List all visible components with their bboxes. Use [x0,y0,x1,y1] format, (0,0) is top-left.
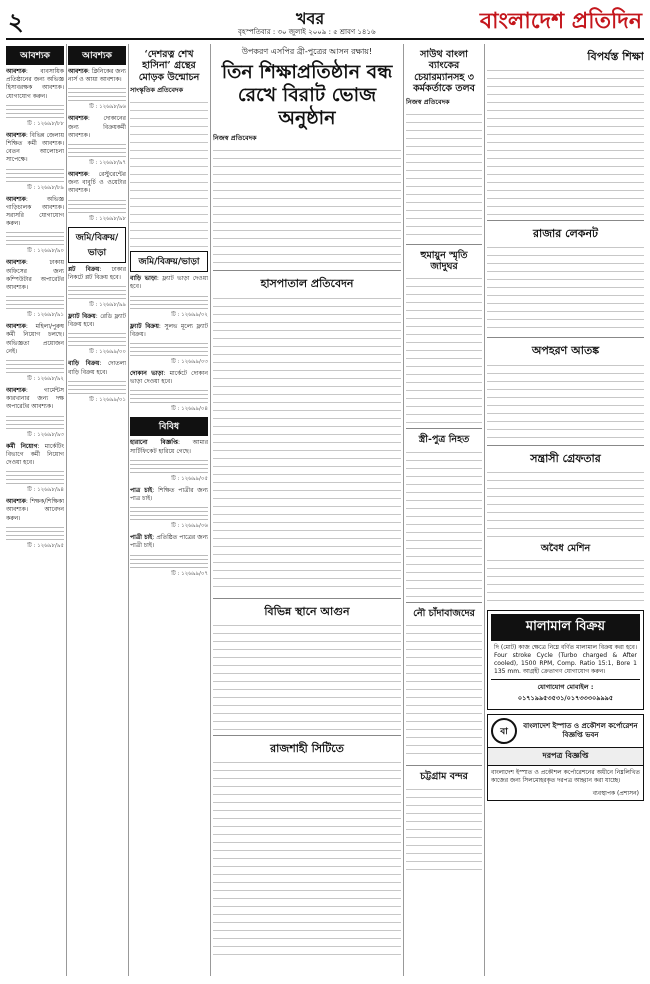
classified-ad [6,498,64,540]
classified-list [68,68,126,224]
classified-ad-tag: ফ্ল্যাট বিক্রয় [130,322,159,330]
column-7 [487,44,644,976]
story-headline: সন্ত্রাসী গ্রেফতার [530,451,601,465]
classified-ad-text: : মার্কেটিং বিভাগে কর্মী নিয়োগ দেওয়া হবে। [6,442,64,467]
classified-ad-id: টি : ১২৬৯৯/০৩ [171,358,208,365]
classified-ad-tag: পাত্র চাই [130,486,153,494]
classified-ad [68,313,126,346]
divider [406,602,482,603]
lead-body [213,146,401,266]
classified-ad-tag: হারানো বিজ্ঞপ্তি [130,439,178,447]
classified-ad-tag: আবশ্যক [6,387,26,395]
classified-ad-text: : অভিজ্ঞ গাড়িচালক আবশ্যক। সরাসরি যোগাযোগ করুন। [6,195,64,228]
story-headline: স্ত্রী-পুত্র নিহত [418,434,470,446]
column-rule [210,44,211,976]
classified-ad-tag: বাড়ি ভাড়া [130,275,157,283]
sale-ad-text: দি (মোট) কাজ ক্ষেত্রে নিম্নে বর্ণিত মালামাল বিক্রয় করা হবে। Four stroke Cycle (Turbo charged & After cooled), 1500 RPM, Comp. Ratio 15:1, Bore 1 135 mm. আগ্রহী ক্রেতাগণ যোগাযোগ করুন। [494,644,637,676]
classified-ad-tag: বাড়ি বিক্রয় [68,360,100,368]
divider [487,445,644,446]
story-headline: ‘দেশরত্ন শেখ হাসিনা’ গ্রন্থের মোড়ক উন্মোচন [138,49,200,83]
classified-ad-id: টি : ১২৬৯৮/৯৪ [27,487,64,494]
story-headline: হাসপাতাল প্রতিবেদন [260,277,354,291]
classified-ad-tag: প্লট বিক্রয় [68,265,100,273]
story-headline: রাজার লেকনট [532,227,599,241]
story-body [130,98,208,248]
story-body [406,274,482,424]
classified-ad-text: : দোতলা বাড়ি বিক্রয় হবে। [68,360,126,376]
story-body [487,66,644,216]
classified-ad-text: : সুলভ মূল্যে ফ্ল্যাট বিক্রয়। [130,322,208,338]
divider [213,735,401,736]
story-body [487,468,644,538]
column-3 [130,44,208,976]
classified-ad-tag: ফ্ল্যাট বিক্রয় [68,313,96,321]
classified-ad-id: টি : ১২৬৯৮/৯৮ [89,215,126,222]
notice-text: বাংলাদেশ ইস্পাত ও প্রকৌশল কর্পোরেশনের অধীনে নিম্নলিখিত কাজের জন্য সিলমোহরকৃত দরপত্র আহ্বান করা যাচ্ছে। [491,769,640,785]
classified-ad [6,323,64,373]
classified-list [130,275,208,414]
divider [213,270,401,271]
classified-list [68,266,126,405]
column-rule [128,44,129,976]
classified-ad-id: টি : ১২৬৯৯/০১ [89,396,126,403]
story-body [406,448,482,598]
story-headline: হুমায়ুন স্মৃতি জাদুঘর [420,249,468,272]
divider [406,428,482,429]
column-6 [406,44,482,976]
classified-ad-tag: আবশ্যক [6,259,26,267]
classified-ad-tag: আবশ্যক [6,195,26,203]
sale-ad [487,610,644,710]
classified-ad [130,487,208,520]
story-headline: সাউথ বাংলা ব্যাংকের চেয়ারম্যানসহ ৩ কর্মকর্তাকে তলব [413,49,475,95]
story-byline: নিজস্ব প্রতিবেদক [406,97,450,106]
divider [213,598,401,599]
classified-ad-tag: আবশ্যক [68,171,88,179]
classified-ad [130,323,208,356]
story-headline: রাজশাহী সিটিতে [270,741,344,755]
classified-ad-id: টি : ১২৬৯৯/০২ [171,311,208,318]
lead-kicker: উপকরণ এসপির ব্রী-পুত্রের আসন রক্ষায়! [241,47,373,56]
classified-ad-text: : গার্মেন্টস কারখানার জন্য দক্ষ অপারেটর আবশ্যক। [6,387,64,411]
story-body [487,243,644,333]
classified-ad-tag: আবশ্যক [68,115,88,123]
story-body [213,621,401,731]
story-headline: অবৈধ মেশিন [540,542,591,554]
classified-ad-id: টি : ১২৬৯৯/০৪ [171,406,208,413]
classified-ad-text: : প্রতিষ্ঠিত পাত্রের জন্য পাত্রী চাই। [130,534,208,550]
classified-ad-tag: আবশ্যক [6,68,26,75]
classified-ad-id: টি : ১২৬৯৮/৯৭ [89,160,126,167]
story-body [406,621,482,761]
masthead [6,4,644,38]
classified-ad [6,132,64,182]
column-rule [403,44,404,976]
sale-ad-phone: যোগাযোগ মোবাইল : ০১৭১৯৯৫৩৫৩১/০১৭৩৩৩০৯৯৯৫ [491,679,640,706]
classified-ad-text: : ব্যবসায়িক প্রতিষ্ঠানের জন্য অভিজ্ঞ হিসাবরক্ষক আবশ্যক। যোগাযোগ করুন। [6,68,64,100]
classified-ad-id: টি : ১২৬৯৮/৯১ [27,312,64,319]
classified-ad-id: টি : ১২৬৯৮/৯৫ [27,542,64,549]
classified-ad-id: টি : ১২৬৯৮/৮৮ [27,120,64,127]
classified-ad-id: টি : ১২৬৯৮/৯৬ [89,104,126,111]
masthead-rule [6,38,644,40]
paper-name: বাংলাদেশ প্রতিদিন [479,8,642,34]
page-number: ২ [8,7,24,36]
lead-story-area [213,44,401,976]
story-byline: সাংস্কৃতিক প্রতিবেদক [130,86,183,95]
classified-ad [130,275,208,308]
classified-ad [68,171,126,213]
lead-byline: নিজস্ব প্রতিবেদক [213,134,257,143]
classified-ad-text: : রেডি ফ্ল্যাট বিক্রয় হবে। [68,313,126,329]
classified-ad-tag: আবশ্যক [6,323,26,331]
story-body [406,110,482,240]
classified-ad [130,439,208,472]
column-rule [66,44,67,976]
classified-ad [68,360,126,393]
story-headline: নৌ চাঁদাবাজদের [413,607,475,619]
story-headline: বিপর্যস্ত শিক্ষা [587,50,644,63]
story-body [213,758,401,958]
classified-ad-text: : বিভিন্ন জেলায় শিক্ষিত কর্মী আবশ্যক। বেতন আলোচনা সাপেক্ষে। [6,131,64,164]
classified-ad-text: : দোকানের জন্য বিক্রয়কর্মী আবশ্যক। [68,115,126,139]
classified-ad-id: টি : ১২৬৯৯/০৭ [171,570,208,577]
notice-title: দরপত্র বিজ্ঞপ্তি [488,748,643,766]
classified-ad-tag: আবশ্যক [6,131,26,139]
story-headline: অপহরণ আতঙ্ক [531,344,600,358]
dateline: বৃহস্পতিবার : ৩০ জুলাই ২০০৯ : ৫ শ্রাবণ ১৪১৬ [238,28,376,36]
classified-ad-text: : মার্কেটে দোকান ভাড়া দেওয়া হবে। [130,369,208,386]
classified-ad [6,68,64,118]
divider [406,765,482,766]
classified-list [130,439,208,578]
story-headline: চট্টগ্রাম বন্দর [420,771,468,783]
classified-ad-id: টি : ১২৬৯৮/৯০ [27,248,64,255]
classified-list [6,68,64,551]
classified-ad-text: : মহিলা/পুরুষ কর্মী নিয়োগ চলছে। অভিজ্ঞতা প্রয়োজন নেই। [6,323,64,355]
classified-ad [6,259,64,309]
classified-ad-id: টি : ১২৬৯৮/৮৯ [27,184,64,191]
classified-ad-text: : শিক্ষিত পাত্রীর জন্য পাত্র চাই। [130,486,208,502]
notice-org: বাংলাদেশ ইস্পাত ও প্রকৌশল কর্পোরেশন বিজ্ঞপ্তি ভবন [523,722,638,740]
divider [487,220,644,221]
sale-ad-title: মালামাল বিক্রয় [491,614,640,641]
classified-ad [6,196,64,246]
classified-ad [130,370,208,403]
classified-ad-id: টি : ১২৬৯৮/৯৩ [27,431,64,438]
tender-notice [487,714,644,801]
classified-ad-id: টি : ১২৬৯৮/৯৯ [89,302,126,309]
classified-ad [6,387,64,429]
classified-ad-text: : ক্লিনিকের জন্য নার্স ও আয়া আবশ্যক। [68,68,126,84]
story-body [213,294,401,594]
story-headline: বিভিন্ন স্থানে আগুন [264,604,350,618]
classified-ad [130,534,208,567]
classified-ad-id: টি : ১২৬৯৮/৯২ [27,376,64,383]
notice-signature: ব্যবস্থাপক (প্রশাসন) [592,790,639,798]
classified-ad-tag: আবশ্যক [6,498,26,506]
classified-ad-tag: দোকান ভাড়া [130,369,164,377]
classified-column-2 [68,44,126,976]
classified-ad-text: : ঢাকায় অফিসের জন্য কম্পিউটার অপারেটর আবশ্যক। [6,259,64,292]
classified-ad-tag: আবশ্যক [68,68,88,75]
classified-ad-text: : রেস্টুরেন্টের জন্য বাবুর্চি ও ওয়েটার আবশ্যক। [68,171,126,195]
classified-ad-id: টি : ১২৬৯৯/০৬ [171,523,208,530]
classified-head: আবশ্যক [6,46,64,65]
story-body [487,556,644,606]
classified-subhead: বিবিধ [130,417,208,436]
classified-subhead: জমি/বিক্রয়/ভাড়া [130,251,208,272]
story-body [406,785,482,875]
classified-ad-tag: কর্মী নিয়োগ [6,442,38,450]
section-name: খবর [296,9,325,28]
classified-column-1 [6,44,64,976]
divider [406,244,482,245]
classified-ad [68,115,126,157]
classified-subhead: জমি/বিক্রয়/ভাড়া [68,227,126,263]
classified-head: আবশ্যক [68,46,126,65]
classified-ad-text: : শিক্ষক/শিক্ষিকা আবশ্যক। আবেদন করুন। [6,498,64,522]
column-rule [484,44,485,976]
divider [487,337,644,338]
story-body [487,361,644,441]
classified-ad [68,68,126,101]
notice-header [488,715,643,748]
classified-ad [6,443,64,485]
org-logo-icon: বা [491,718,517,744]
classified-ad [68,266,126,299]
classified-ad-id: টি : ১২৬৯৯/০৫ [171,475,208,482]
classified-ad-id: টি : ১২৬৯৯/০০ [89,349,126,356]
classified-ad-text: : ঢাকার নিকটে প্লট বিক্রয় হবে। [68,265,126,281]
lead-headline: তিন শিক্ষাপ্রতিষ্ঠান বন্ধ রেখে বিরাট ভোজ অনুষ্ঠান [221,61,393,129]
classified-ad-text: : আমার সার্টিফিকেট হারিয়ে গেছে। [130,439,208,455]
classified-ad-text: : ফ্ল্যাট ভাড়া দেওয়া হবে। [130,275,208,291]
classified-ad-tag: পাত্রী চাই [130,534,153,542]
